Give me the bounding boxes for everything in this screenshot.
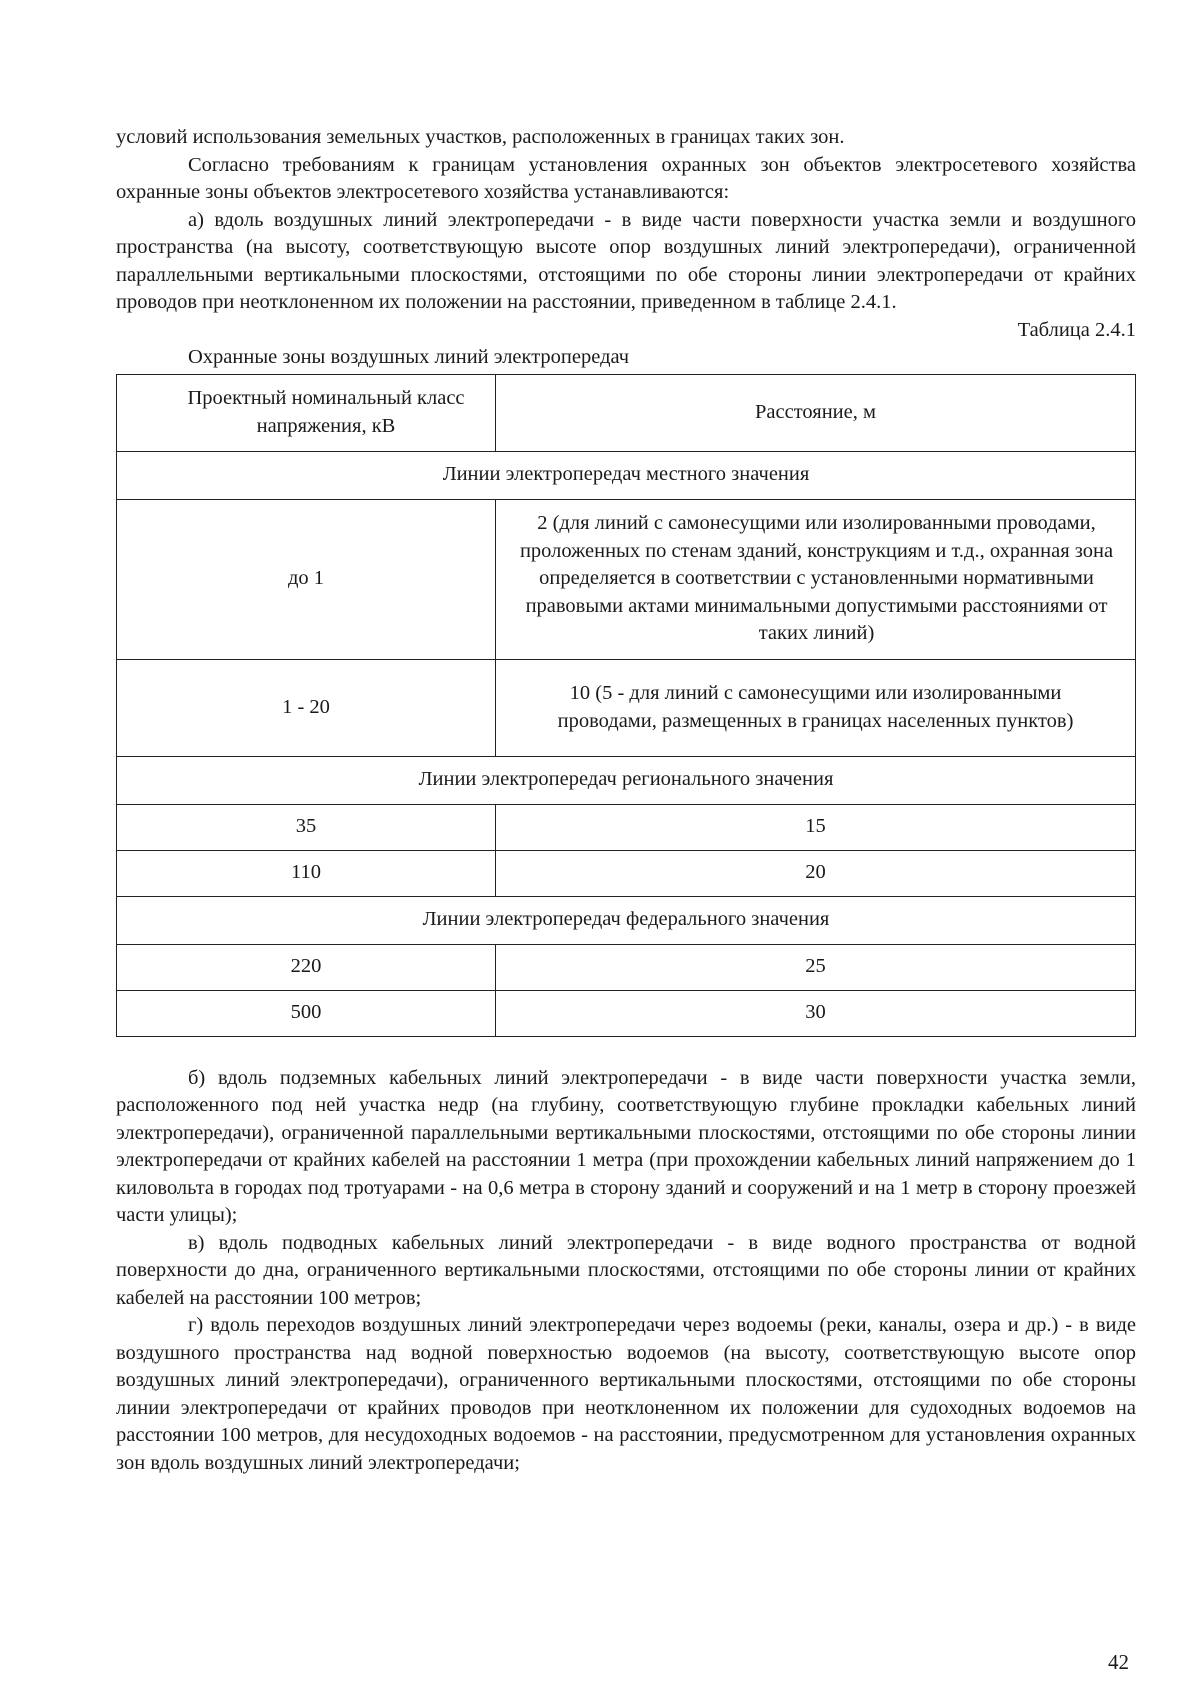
header-voltage-class: Проектный номинальный класс напряжения, кВ <box>117 374 496 451</box>
table-row <box>117 850 1136 896</box>
table-label: Таблица 2.4.1 <box>1017 318 1136 341</box>
table-header-row <box>117 374 1136 451</box>
section-title: Линии электропередач местного значения <box>117 451 1136 499</box>
paragraph: в) вдоль подводных кабельных линий электропередачи - в виде водного пространства от водной поверхности до дна, ограниченного вертикальными плоскостями, отстоящими по обе стороны линии от крайних кабелей на расстоянии 100 метров; <box>116 1231 1136 1309</box>
header-distance: Расстояние, м <box>496 374 1136 451</box>
paragraph: г) вдоль переходов воздушных линий электропередачи через водоемы (реки, каналы, озера и др.) - в виде воздушного пространства над водной поверхностью водоемов (на высоту, соответствующую высоте опор воздушных линий электропередачи), ограниченного вертикальными плоскостями, отстоящими по обе стороны линии электропередачи от крайних проводов при неотклоненном их положении для судоходных водоемов на расстоянии 100 метров, для несудоходных водоемов - на расстоянии, предусмотренном для установления охранных зон вдоль воздушных линий электропередачи; <box>116 1314 1136 1474</box>
protection-zones-table <box>116 374 1136 1037</box>
voltage-cell: 220 <box>117 944 496 990</box>
table-row <box>117 944 1136 990</box>
distance-cell: 25 <box>496 944 1136 990</box>
paragraph: условий использования земельных участков, расположенных в границах таких зон. <box>116 126 845 148</box>
section-title: Линии электропередач федерального значения <box>117 896 1136 944</box>
distance-cell: 20 <box>496 850 1136 896</box>
table-section-row <box>117 756 1136 804</box>
table-caption: Охранные зоны воздушных линий электропередач <box>188 346 630 368</box>
paragraphs-bottom <box>116 1065 1136 1478</box>
table-section-row <box>117 896 1136 944</box>
distance-cell: 2 (для линий с самонесущими или изолированными проводами, проложенных по стенам зданий, конструкциям и т.д., охранная зона определяется в соответствии с установленными нормативными правовыми актами минимальными допустимыми расстояниями от таких линий) <box>496 499 1136 659</box>
distance-cell: 15 <box>496 804 1136 850</box>
table-section-row <box>117 451 1136 499</box>
voltage-cell: до 1 <box>117 499 496 659</box>
page-number: 42 <box>1108 1650 1129 1674</box>
paragraph: Согласно требованиям к границам установления охранных зон объектов электросетевого хозяйства охранные зоны объектов электросетевого хозяйства устанавливаются: <box>116 153 1136 203</box>
table-row <box>117 804 1136 850</box>
paragraph: а) вдоль воздушных линий электропередачи - в виде части поверхности участка земли и воздушного пространства (на высоту, соответствующую высоте опор воздушных линий электропередачи), ограниченной параллельными вертикальными плоскостями, отстоящими по обе стороны линии электропередачи от крайних проводов при неотклоненном их положении на расстоянии, приведенном в таблице 2.4.1. <box>116 208 1136 313</box>
document-page <box>116 124 1136 1477</box>
voltage-cell: 1 - 20 <box>117 659 496 756</box>
paragraph: б) вдоль подземных кабельных линий электропередачи - в виде части поверхности участка земли, расположенного под ней участка недр (на глубину, соответствующую глубине прокладки кабельных линий электропередачи), ограниченной параллельными вертикальными плоскостями, отстоящими по обе стороны линии электропередачи от крайних кабелей на расстоянии 1 метра (при прохождении кабельных линий напряжением до 1 киловольта в городах под тротуарами - на 0,6 метра в сторону зданий и сооружений и на 1 метр в сторону проезжей части улицы); <box>116 1066 1136 1226</box>
section-title: Линии электропередач регионального значения <box>117 756 1136 804</box>
table-row <box>117 990 1136 1036</box>
distance-cell: 10 (5 - для линий с самонесущими или изолированными проводами, размещенных в границах населенных пунктов) <box>496 659 1136 756</box>
paragraphs-top <box>116 124 1136 317</box>
distance-cell: 30 <box>496 990 1136 1036</box>
voltage-cell: 110 <box>117 850 496 896</box>
voltage-cell: 500 <box>117 990 496 1036</box>
table-row <box>117 499 1136 659</box>
table-row <box>117 659 1136 756</box>
voltage-cell: 35 <box>117 804 496 850</box>
